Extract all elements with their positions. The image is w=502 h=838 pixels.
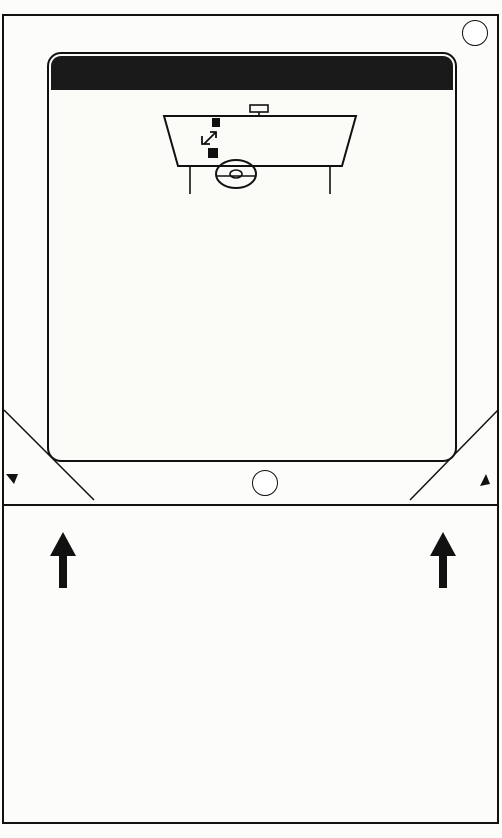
up-arrow-left-icon: [48, 530, 78, 590]
barcode: [104, 726, 404, 788]
up-arrow-right-icon: [428, 530, 458, 590]
